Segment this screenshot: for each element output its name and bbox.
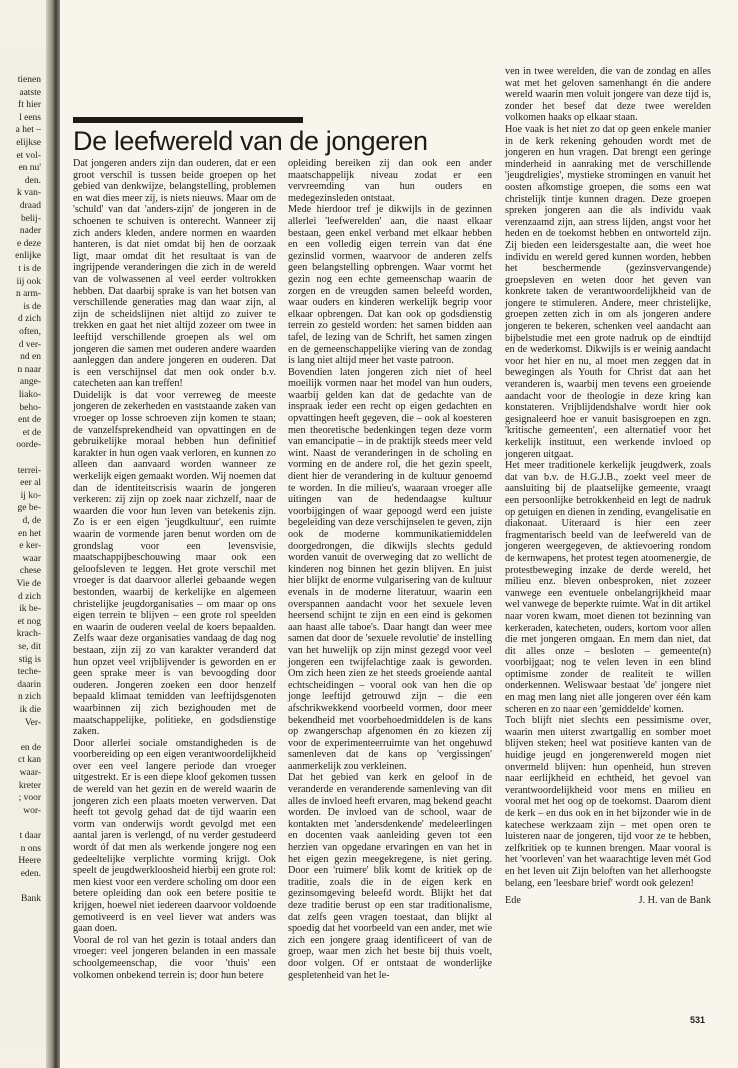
facing-page-line: is de [23,301,41,312]
facing-page-line: daarin [17,679,41,690]
facing-page-line: terrei- [17,465,41,476]
paragraph: Het meer traditionele kerkelijk jeugdwerk, zoals dat van b.v. de H.G.J.B., zoekt veel meer de aansluiting bij de plaatselijke gemeente, vraagt een persoonlijke betrokkenheid en legt de nadruk op getuigen en dienen in zending, evangelisatie en diakonaat. Uiteraard is hier een zeer fragmentarisch beeld van de leefwereld van de jongeren weergegeven, de aktievoering rondom de kernwapens, het protest tegen atoomenergie, de protestbeweging inzake de derde wereld, het milieu enz. bleven onbesproken, niet zozeer vanwege een eventuele onbelangrijkheid maar wel vanwege de beperkte ruimte. Wat in dit artikel naar voren kwam, moet dienen tot bezinning van kerkeraden, katecheten, ouders, kortom voor allen die met jongeren omgaan. En mem dan niet, dat dit alles onze – besloten – gemeente(n) voorbijgaat; nog te velen leven in een blind optimisme zonder de realiteit te willen onderkennen. Weliswaar bestaat 'de' jongere niet en mag men lang niet alle jongeren over één kam scheren en zo naar een 'gemiddelde' komen. [505,460,711,715]
facing-page-line: enlijke [15,251,41,262]
facing-page-line: teche- [17,667,41,678]
facing-page-line: en de [20,742,41,753]
facing-page-line: ik die [19,705,41,715]
facing-page-line: Heere [18,856,41,867]
column-3 [505,66,711,907]
facing-page-line: kreter [18,780,41,791]
facing-page-line: d, de [22,516,41,526]
facing-page-fragment [0,48,46,1048]
facing-page-line: krach- [16,629,41,640]
paragraph: ven in twee werelden, die van de zondag en alles wat met het geloven samenhangt én die andere wereld waarin men voluit jongere van deze tijd is, zonder het besef dat deze twee werelden volkomen haaks op elkaar staan. [505,66,711,124]
facing-page-line: et de [22,427,41,438]
facing-page-line: et nog [17,616,41,627]
facing-page-line: e deze [17,238,41,249]
facing-page-line: eer al [20,478,41,489]
facing-page-line: liako- [18,390,41,400]
paragraph: Bovendien laten jongeren zich niet of heel moeilijk vormen naar het model van hun ouders, waarbij gelden kan dat de gedachte van de inspraak ieder een recht op eigen gedachten en opvattingen heeft gegeven, die – ook al koesteren men theoretische bedenkingen tegen deze vorm van emancipatie – in de praktijk steeds meer veld wint. Naast de veranderingen in de scholing en vorming en de andere rol, die het gezin speelt, dient hier de verandering in de kultuur genoemd te worden. In die milieu's, waaraan vroeger alle uitingen van de hedendaagse kultuur voorbijgingen of waar gepoogd werd een juiste begeleiding van deze verschijnselen te geven, zijn ook de moderne kommunikatiemiddelen doorgedrongen, die dikwijls slechts geduld worden vanuit de overweging dat zo wellicht de kinderen nog binnen het gezin blijven. En juist hier blijkt de enorme vulgarisering van de kultuur evenals in de moderne literatuur, waarin een overspannen aandacht voor het sexuele leven heersend schijnt te zijn en een eind is gekomen aan haast alle taboe's. Daar hangt dan weer mee samen dat door de 'sexuele revolutie' de instelling van het huwelijk op zijn minst gezegd voor veel jongeren een twijfelachtige zaak is geworden. Om zich heen zien ze het steeds groeiende aantal echtscheidingen – vooral ook van hen die op jonge leeftijd getrouwd zijn – die een afschrikwekkend voorbeeld vormen, door meer bekendheid met voorbehoedmiddelen is de kans op zwangerschap afgenomen én zo kiezen zij voor de experimenteerruimte van het ongehuwd samenleven dat de kans op 'vergissingen' aanmerkelijk zou verkleinen. [288,366,492,772]
facing-page-line: den. [24,175,41,186]
facing-page-line: ent de [18,415,41,426]
facing-page-line: stig is [18,654,41,665]
facing-page-line: chese [19,566,41,577]
facing-page-line: k van- [16,188,41,199]
column-2 [288,158,492,981]
facing-page-line: d zich [18,591,41,602]
facing-page-line: oorde- [16,440,41,451]
paragraph: Vooral de rol van het gezin is totaal anders dan vroeger: veel jongeren belanden in een massale schoolgemeenschap, die voor 'thuis' een volkomen onbekend terrein is; door hun betere [73,934,276,981]
book-gutter [46,0,60,1068]
paragraph: Dat het gebied van kerk en geloof in de veranderde en veranderende samenleving van dit alles de invloed heeft ervaren, mag bekend geacht worden. De invloed van de school, waar de kontakten met 'andersdenkende' medeleerlingen en docenten vaak aanleiding geven tot een herzien van opgedane ervaringen en van het in het eigen gezin meegekregene, is niet gering. Door een 'ruimere' blik komt de kritiek op de traditie, zoals die in de eigen kerk en gezinsomgeving beleefd wordt. Blijkt het dat deze traditie berust op een star traditionalisme, dat zelfs geen vragen toestaat, dan blijkt al spoedig dat het voorbeeld van een ander, met wie zich een jongere graag identificeert of van de groep, waar men zich het beste bij thuis voelt, door volgen. Of er ontstaat de wonderlijke gespletenheid van het le- [288,772,492,981]
facing-page-line: waar [22,553,41,564]
paragraph: Dat jongeren anders zijn dan ouderen, dat er een groot verschil is tussen beide groepen op het gebied van denkwijze, belangstelling, problemen en wat dies meer zij, is niets nieuws. Maar om de 'schuld' van dat 'anders-zijn' de jongeren in de schoenen te schuiven is onterecht. Wanneer zij zich anders kleden, andere normen en waarden hanteren, is dat niet omdat bij hen de oorzaak ligt, maar omdat dit het resultaat is van de ingrijpende veranderingen die zich in de wereld van de volwassenen al veel eerder voltrokken hebben. Dat daarbij sprake is van het botsen van verschillende generaties mag dan waar zijn, al zijn de scheidslijnen niet altijd zo zuiver te trekken en gaat het niet altijd zozeer om twee in leeftijd verschillende groepen als wel om jongeren die samen met ouderen andere waarden aanleggen dan andere jongeren en ouderen. Dat is een verschijnsel dat men ook onder b.v. catecheten aan kan treffen! [73,158,276,390]
title-rule [73,117,303,123]
facing-page-line: se, dit [18,642,41,652]
facing-page-line: elijkse [16,138,41,148]
facing-page-line: ct kan [18,755,41,766]
facing-page-line: en nu' [18,163,41,174]
facing-page-line: ik be- [19,604,41,615]
facing-page-line: d zich [18,314,41,325]
facing-page-line: n ons [20,843,41,854]
facing-page-line: Bank [20,894,41,904]
facing-page-line: Vie de [16,579,41,589]
facing-page-line: t is de [18,264,41,274]
facing-page-line: tienen [17,75,41,85]
facing-page-line: n zich [18,692,41,703]
signature [505,895,711,907]
facing-page-line: nd en [20,352,41,363]
facing-page-line: wor- [23,805,41,816]
paragraph: Duidelijk is dat voor verreweg de meeste jongeren de zekerheden en vaststaande zaken van vroeger op losse schroeven zijn komen te staan; de vanzelfsprekendheid van opvattingen en de gebruikelijke moraal hebben hun definitief karakter in hun ogen vaak verloren, en kunnen zo alleen dan aanvaard worden wanneer ze werkelijk eigen gemaakt worden. Wij noemen dat dan de identiteitscrisis waarin de jongeren verkeren: zij zijn op zoek naar zichzelf, naar de waarden die voor hun leven van betekenis zijn. Zo is er een eigen 'jeugdkultuur', een ruimte waarin de vormende jaren benut worden om de grondslag voor een levensvisie, maatschappijbeschouwing maar ook een geloofsleven te leggen. Het grote verschil met vroeger is dat daarvoor allerlei gebaande wegen bestonden, waarbij de kerkelijke en algemeen christelijke jeugdorganisaties – om maar op ons eigen terrein te blijven – een grote rol speelden en waarin de ouderen veelal de koers bepaalden. Zelfs waar deze organisaties vandaag de dag nog bestaan, zijn zij zo van karakter veranderd dat hun opzet veel vrijblijvender is geworden en er geen sprake meer is van bevoogding door ouderen. Jongeren zoeken een door henzelf bepaald klimaat temidden van leeftijdsgenoten waarbinnen zij zich bezighouden met de maatschappelijke, politieke, en godsdienstige zaken. [73,389,276,738]
facing-page-line: n naar [17,364,41,375]
facing-page-line: belij- [20,213,41,224]
paragraph: Hoe vaak is het niet zo dat op geen enkele manier in de kerk rekening gehouden wordt met de jongeren en hun vragen. Dat brengt een geringe minderheid in aanraking met de verschillende 'jeugdreligies', mystieke stromingen en vanuit het oosten afkomstige groepen, die soms een wat christelijk tintje kunnen dragen. Deze groepen spreken jongeren aan die als individu vaak verenzaamd zijn, aan stress lijden, angst voor het heden en de toekomst hebben en ontworteld zijn. Zij bieden een leidersgestalte aan, die weet hoe individu en wereld gered kunnen worden, hebben het beschermende (gezinsvervangende) groepsleven en weten door het geven van konkrete taken de verantwoordelijkheid van de jongere te stimuleren. Andere, meer christelijke, groepen zetten zich in om als jongeren andere jongeren te bekeren, schenken veel aandacht aan bijbelstudie met een grote nadruk op de eindtijd en de wederkomst. Dikwijls is er weinig aandacht voor het hier en nu, al moet men zeggen dat in bewegingen als Youth for Christ dat aan het veranderen is, waarbij men tevens een groeiende aandacht voor de theologie in deze kring kan konstateren. Vrijblijdendshalve wordt hier ook gesignaleerd hoe er vanuit basisgroepen en zgn. 'kritische gemeenten', een alternatief voor het kerkelijk instituut, een werkende invloed op jongeren uitgaat. [505,123,711,460]
facing-page-line: ; voor [18,793,41,804]
facing-page-line: t daar [19,831,41,841]
signature-place: Ede [505,895,521,907]
facing-page-line: en het [18,528,41,539]
facing-page-line: ft hier [18,100,41,111]
facing-page-line: draad [19,201,41,211]
facing-page-line: ange- [19,377,41,388]
facing-page-line: a het – [15,125,41,136]
facing-page-line: eden. [20,868,41,879]
facing-page-line: e ker- [19,541,41,552]
signature-author: J. H. van de Bank [638,895,711,907]
paragraph: Mede hierdoor tref je dikwijls in de gezinnen allerlei 'leefwerelden' aan, die naast elkaar bestaan, geen enkel verband met elkaar hebben en een volledig eigen terrein van dat éne gezinslid vormen, waarvoor de anderen zelfs geen belangstelling opbrengen. Waar vormt het gezin nog een echte gemeenschap waarin de zorgen en de vreugden samen beleefd worden, waar ouders en kinderen werkelijk begrip voor elkaar opbrengen. Dat kan ook op godsdienstig terrein zo gesteld worden: het samen bidden aan tafel, de lezing van de Schrift, het samen zingen en de gemeenschappelijke viering van de zondag is lang niet altijd meer het vaste patroon. [288,204,492,367]
facing-page-line: ij ko- [20,490,41,501]
facing-page-line: waar- [19,768,41,778]
facing-page-line: ge be- [17,503,41,514]
paragraph: Toch blijft niet slechts een pessimisme over, waarin men uiterst zwartgallig en somber moet blijven steken; heel wat positieve kanten van de huidige jeugd en jongerenwereld mogen niet onvermeld blijven: hun openheid, hun streven naar eerlijkheid en echtheid, het gevoel van verantwoordelijkheid voor mens en milieu en vooral met het oog op de toekomst. Daarom dient de kerk – en dus ook en in het bijzonder wie in de katechese werkzaam zijn – met open oren te luisteren naar de jongeren, tijd voor ze te hebben, zelfkritiek op te kunnen brengen. Maar vooral is het 'voorleven' van het waarachtige leven mét God en het leven uit Zijn beloften van het allerhoogste belang, een 'leesbare brief' wordt ook gelezen! [505,715,711,889]
facing-page-line: aatste [19,87,41,98]
facing-page-line: n arm- [15,289,41,300]
facing-page-line: iij ook [16,276,41,287]
paragraph: Door allerlei sociale omstandigheden is de voorbereiding op een eigen verantwoordelijkheid over een veel langere periode dan vroeger uitgestrekt. Er is een diepe kloof gekomen tussen de wereld van het gezin en de wereld waarin de jongeren zich een plaats moeten verwerven. Dat heeft tot gevolg gehad dat de tijd waarin een vorm van onderwijs wordt gevolgd met een aantal jaren is verlengd, of nu verder gestudeerd wordt óf dat men als werkende jongere nog een gedeeltelijke verplichte vorming krijgt. Ook speelt de jeugdwerkloosheid hierbij een grote rol: men kiest voor een verdere scholing om door een betere opleiding dan ook een betere positie te krijgen, hoewel niet iedereen daarvoor voldoende gemotiveerd is en veel liever wat anders was gaan doen. [73,737,276,935]
article-title: De leefwereld van de jongeren [73,126,428,156]
column-1 [73,158,276,981]
paragraph: opleiding bereiken zij dan ook een ander maatschappelijk niveau zodat er een vervreemding van hun ouders en medegezinsleden ontstaat. [288,158,492,204]
facing-page-line: often, [19,327,41,337]
facing-page-line: d ver- [18,339,41,350]
facing-page-line: et vol- [16,150,41,161]
facing-page-line: beho- [19,402,41,413]
facing-page-line: Ver- [24,717,41,728]
facing-page-line: l eens [19,112,41,123]
facing-page-line: nader [19,226,41,237]
page-number: 531 [690,1015,706,1025]
